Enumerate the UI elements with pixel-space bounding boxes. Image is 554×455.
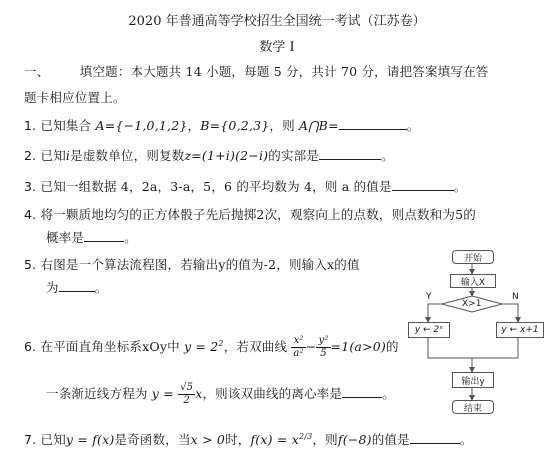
answer-blank xyxy=(59,280,95,292)
question-4 xyxy=(24,205,476,223)
flowchart-condition: X>1 xyxy=(462,299,482,309)
answer-blank xyxy=(319,148,381,160)
q7-expression: $f(x) = x^{2/3}$ xyxy=(250,431,313,447)
question-number: 2. xyxy=(24,148,37,163)
q4-text: 概率是 xyxy=(46,230,85,245)
question-7 xyxy=(24,430,473,448)
flowchart-input: 输入X xyxy=(450,274,496,288)
q1-expression: A⋂B= xyxy=(298,118,339,133)
q6-fraction-x: $\frac{\text{x²}}{\text{a²}}$ xyxy=(293,335,304,359)
q6-text: 的 xyxy=(386,339,399,354)
exam-subtitle: 数学 I xyxy=(259,40,295,55)
q2-text: 是虚数单位，则复数 xyxy=(70,148,185,163)
answer-blank xyxy=(84,230,124,242)
flowchart-output: 输出y xyxy=(452,372,494,388)
question-number: 4. xyxy=(24,207,37,222)
q1-set-b: B={0,2,3} xyxy=(200,118,270,133)
q1-text: ， xyxy=(187,118,201,133)
q1-text: ，则 xyxy=(269,118,299,133)
section-intro-line2: 题卡相应位置上。 xyxy=(24,90,126,105)
q1-set-a: A={−1,0,1,2} xyxy=(95,118,188,133)
q7-condition: x > 0 xyxy=(190,432,226,447)
question-5 xyxy=(24,255,360,273)
question-1 xyxy=(24,116,419,134)
q3-end: 。 xyxy=(453,179,467,194)
flowchart xyxy=(400,248,550,416)
question-3 xyxy=(24,177,466,195)
section-instructions: 填空题：本大题共 14 小题，每题 5 分，共计 70 分，请把答案填写在答 xyxy=(79,64,489,79)
question-number: 7. xyxy=(24,432,37,447)
q2-end: 。 xyxy=(381,148,394,163)
question-2 xyxy=(24,146,394,164)
q7-text: 的值是 xyxy=(371,432,410,447)
answer-blank xyxy=(410,432,460,444)
q2-text: 已知 xyxy=(40,148,66,163)
q4-end: 。 xyxy=(124,230,137,245)
q5-text: 右图是一个算法流程图，若输出y的值为-2，则输入x的值 xyxy=(40,257,360,272)
answer-blank xyxy=(339,118,407,130)
question-number: 5. xyxy=(24,257,37,272)
q7-text: 是奇函数，当 xyxy=(114,432,191,447)
q4-text: 将一颗质地均匀的正方体骰子先后抛掷2次，观察向上的点数，则点数和为5的 xyxy=(40,207,476,222)
question-number: 3. xyxy=(24,179,37,194)
flowchart-start: 开始 xyxy=(452,250,494,264)
q7-text: 时， xyxy=(225,432,251,447)
q6-y-equals: y = xyxy=(151,386,174,401)
question-number: 1. xyxy=(24,118,37,133)
q2-i: i xyxy=(65,148,71,163)
q2-text: 的实部是 xyxy=(268,148,320,163)
section-intro-line1 xyxy=(24,62,489,80)
answer-blank xyxy=(392,179,454,191)
q5-text: 为 xyxy=(46,280,59,295)
flowchart-right-assign: y ← x+1 xyxy=(496,322,544,338)
q6-end: 。 xyxy=(382,386,395,401)
flowchart-left-assign: y ← 2ˣ xyxy=(408,322,450,338)
question-4-line2 xyxy=(46,228,137,246)
section-number: 一、 xyxy=(24,64,50,79)
question-5-line2 xyxy=(46,278,107,296)
question-number: 6. xyxy=(24,339,37,354)
question-6 xyxy=(24,335,399,360)
q1-end: 。 xyxy=(406,118,420,133)
q7-text: ，则 xyxy=(312,432,338,447)
q7-value: f(−8) xyxy=(337,432,372,447)
answer-blank xyxy=(342,386,382,398)
q6-fraction-sqrt5: $\frac{√5}{2}$ xyxy=(180,382,194,406)
q6-text: 一条渐近线方程为 xyxy=(46,386,148,401)
q6-expression: $y = 2^2$ xyxy=(183,338,224,354)
q6-text: ，若双曲线 xyxy=(223,339,288,354)
q7-text: 已知 xyxy=(40,432,66,447)
q7-function: y = f(x) xyxy=(65,432,115,447)
q6-minus: − xyxy=(305,339,317,354)
q6-condition: =1(a>0) xyxy=(330,339,386,354)
q6-text: ，则该双曲线的离心率是 xyxy=(202,386,343,401)
q7-end: 。 xyxy=(459,432,473,447)
q2-expression: z=(1+i)(2−i) xyxy=(184,148,269,163)
q6-text: 在平面直角坐标系xOy中 xyxy=(40,339,180,354)
question-6-line2 xyxy=(46,382,395,407)
q5-end: 。 xyxy=(94,280,108,295)
flowchart-end: 结束 xyxy=(452,400,494,414)
q3-text: 已知一组数据 4，2a，3-a，5，6 的平均数为 4，则 a 的值是 xyxy=(40,179,392,194)
flowchart-no-label: N xyxy=(512,292,519,302)
q6-fraction-y: $\frac{\text{y²}}{5}$ xyxy=(318,335,329,359)
exam-title: 2020 年普通高等学校招生全国统一考试（江苏卷） xyxy=(128,14,426,29)
q1-text: 已知集合 xyxy=(40,118,96,133)
flowchart-yes-label: Y xyxy=(426,292,432,302)
q6-x: x xyxy=(195,386,203,401)
